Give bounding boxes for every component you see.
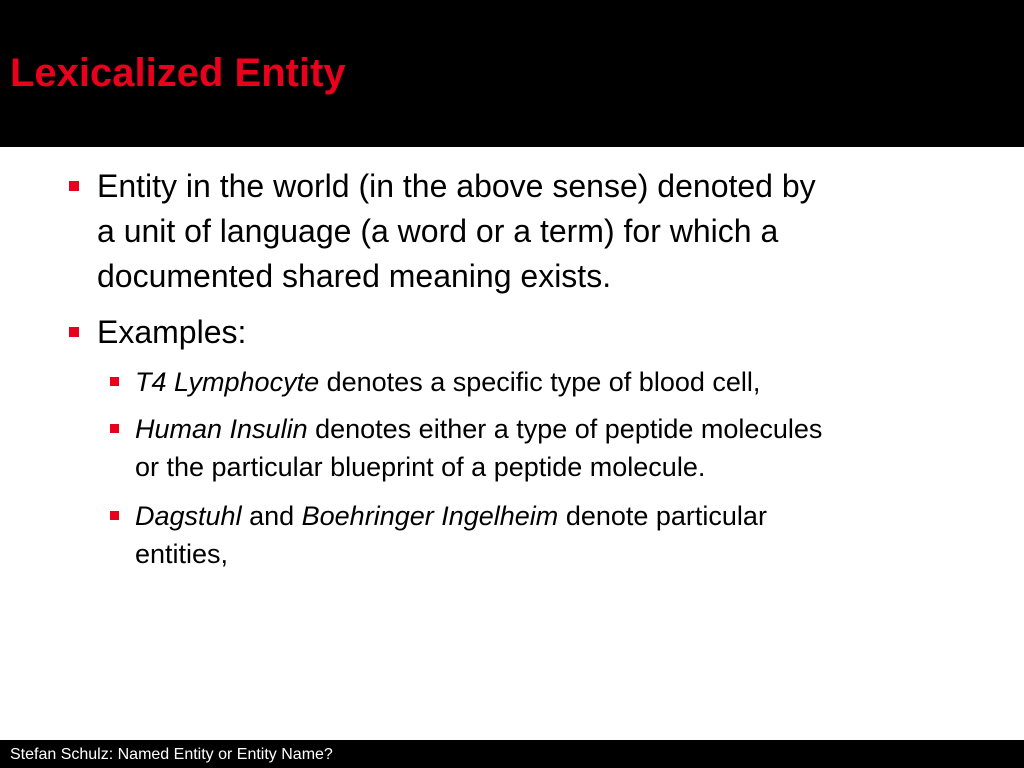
- term-italic: Dagstuhl: [135, 501, 242, 531]
- term-italic: Human Insulin: [135, 414, 308, 444]
- sub-bullet-line: [135, 410, 1005, 448]
- bullet-square-icon: [110, 511, 119, 520]
- bullet-examples: [97, 310, 997, 355]
- bullet-text-line: Entity in the world (in the above sense) denoted by: [97, 168, 816, 204]
- bullet-square-icon: [110, 424, 119, 433]
- sub-bullet-text: denote particular: [558, 501, 767, 531]
- slide-title: Lexicalized Entity: [10, 51, 346, 95]
- term-italic: Boehringer Ingelheim: [301, 501, 559, 531]
- footer-bar: [0, 740, 1024, 768]
- bullet-text-line: Examples:: [97, 314, 247, 350]
- sub-bullet-human-insulin: [135, 410, 1005, 486]
- sub-bullet-dagstuhl: [135, 497, 1005, 573]
- sub-bullet-text: denotes either a type of peptide molecules: [307, 414, 823, 444]
- sub-bullet-line: entities,: [135, 539, 229, 569]
- sub-bullet-t4-lymphocyte: [135, 363, 1005, 401]
- sub-bullet-text: denotes a specific type of blood cell,: [319, 367, 761, 397]
- sub-bullet-line: [135, 497, 1005, 535]
- bullet-square-icon: [69, 327, 79, 337]
- sub-bullet-text: and: [241, 501, 302, 531]
- term-italic: T4 Lymphocyte: [135, 367, 320, 397]
- footer-text: Stefan Schulz: Named Entity or Entity Name?: [10, 746, 333, 763]
- bullet-entity-definition: [97, 164, 997, 299]
- sub-bullet-line: or the particular blueprint of a peptide molecule.: [135, 452, 706, 482]
- bullet-square-icon: [110, 377, 119, 386]
- bullet-square-icon: [69, 181, 79, 191]
- sub-bullet-line: [135, 363, 1005, 401]
- bullet-text-line: documented shared meaning exists.: [97, 258, 612, 294]
- bullet-text-line: a unit of language (a word or a term) for which a: [97, 213, 779, 249]
